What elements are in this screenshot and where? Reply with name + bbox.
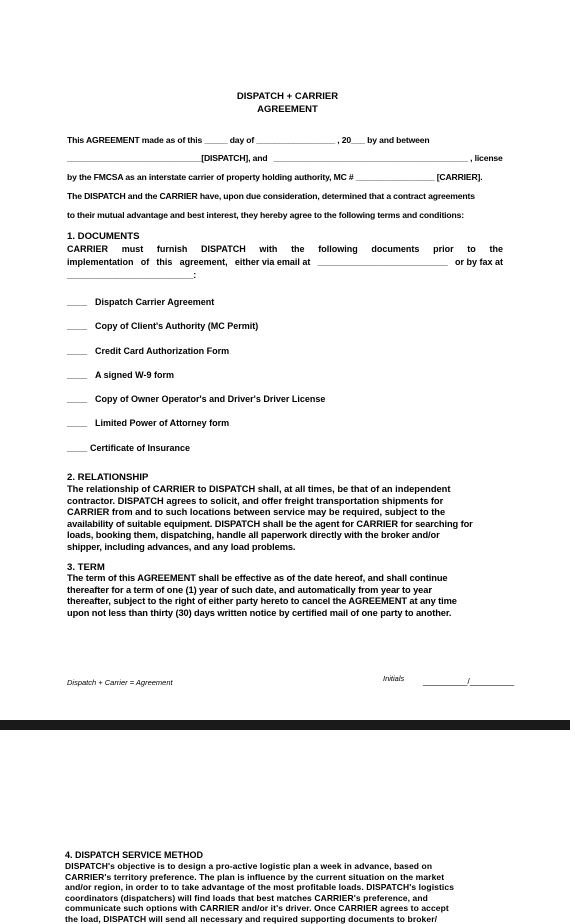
documents-line-2	[67, 257, 503, 267]
paragraph-line: the load, DISPATCH will send all necessary and required supporting documents to broker/	[65, 914, 454, 924]
document-item-label: A signed W-9 form	[95, 370, 174, 380]
intro-line-3: by the FMCSA as an interstate carrier of property holding authority, MC # _________________ [CARRIER].	[67, 172, 482, 182]
paragraph-line: communicate such options with CARRIER and/or it's driver. Once CARRIER agrees to accept	[65, 903, 454, 914]
check-blank: ____	[67, 321, 89, 331]
word: implementation	[67, 257, 134, 267]
paragraph-line: and/or region, in order to to take advantage of the most profitable loads. DISPATCH's logistics	[65, 882, 454, 893]
term-line-4: upon not less than thirty (30) days written notice by certified mail of one party to another.	[67, 608, 451, 620]
section-relationship-heading: 2. RELATIONSHIP	[67, 472, 148, 483]
section-term-heading: 3. TERM	[67, 562, 105, 573]
documents-line-1	[67, 244, 503, 254]
intro-line-5: to their mutual advantage and best interest, they hereby agree to the following terms and conditions:	[67, 210, 464, 220]
document-checklist-item	[67, 443, 190, 453]
check-blank: ____	[67, 418, 89, 428]
document-item-label: Credit Card Authorization Form	[95, 346, 229, 356]
word: the	[489, 244, 503, 254]
document-checklist-item	[67, 346, 229, 356]
relationship-line-5: loads, booking them, dispatching, handle all paperwork directly with the broker and/or	[67, 530, 440, 542]
word: furnish	[157, 244, 188, 254]
intro-line-2	[67, 153, 503, 163]
relationship-line-4: availability of suitable equipment. DISPATCH shall be the agent for CARRIER for searching for	[67, 519, 473, 531]
intro-line-4: The DISPATCH and the CARRIER have, upon due consideration, determined that a contract agreements	[67, 191, 475, 201]
term-line-2: thereafter for a term of one (1) year of such date, and automatically from year to year	[67, 585, 432, 597]
word: of	[141, 257, 150, 267]
document-item-label: Limited Power of Attorney form	[95, 418, 229, 428]
document-title-line-1: DISPATCH + CARRIER	[0, 91, 575, 102]
dispatch-service-paragraph	[65, 861, 454, 924]
intro-line-1: This AGREEMENT made as of this _____ day of _________________ , 20___ by and between	[67, 135, 430, 145]
document-title-line-2: AGREEMENT	[0, 104, 575, 115]
document-checklist-item	[67, 370, 174, 380]
page-divider	[0, 720, 570, 730]
check-blank: ____	[67, 443, 89, 453]
document-item-label: Copy of Client's Authority (MC Permit)	[95, 321, 258, 331]
word: agreement,	[180, 257, 228, 267]
document-checklist-item	[67, 297, 214, 307]
relationship-line-2: contractor. DISPATCH agrees to solicit, and offer freight transportation shipments for	[67, 496, 509, 506]
relationship-line-6: shipper, including advances, and any load problems.	[67, 542, 295, 554]
word: either via email at	[235, 257, 311, 267]
dispatch-party-blank: _____________________________[DISPATCH], and	[67, 153, 267, 163]
word: documents	[371, 244, 419, 254]
word: the	[291, 244, 305, 254]
relationship-line-1: The relationship of CARRIER to DISPATCH shall, at all times, be that of an independent	[67, 484, 509, 494]
paragraph-line: CARRIER's territory preference. The plan is influence by the current situation on the market	[65, 872, 454, 883]
term-line-3: thereafter, subject to the right of either party hereto to cancel the AGREEMENT at any time	[67, 596, 457, 608]
document-item-label: Copy of Owner Operator's and Driver's Driver License	[95, 394, 325, 404]
word: or by fax at	[455, 257, 503, 267]
paragraph-line: DISPATCH's objective is to design a pro-active logistic plan a week in advance, based on	[65, 861, 454, 872]
email-blank: __________________________	[318, 257, 448, 267]
check-blank: ____	[67, 370, 89, 380]
initials-label: Initials	[383, 674, 404, 683]
check-blank: ____	[67, 394, 89, 404]
initials-blank: __________/__________	[423, 677, 514, 686]
word: CARRIER	[67, 244, 108, 254]
term-line-1: The term of this AGREEMENT shall be effective as of the date hereof, and shall continue	[67, 573, 447, 585]
check-blank: ____	[67, 297, 89, 307]
paragraph-line: coordinators (dispatchers) will find loads that best matches CARRIER's preference, and	[65, 893, 454, 904]
word: with	[259, 244, 277, 254]
word: to	[467, 244, 476, 254]
document-checklist-item	[67, 418, 229, 428]
document-item-label: Dispatch Carrier Agreement	[95, 297, 214, 307]
footer-title: Dispatch + Carrier = Agreement	[67, 678, 173, 687]
word: DISPATCH	[201, 244, 246, 254]
fax-blank: __________________________:	[67, 270, 196, 280]
document-item-label: Certificate of Insurance	[90, 443, 190, 453]
relationship-line-3: CARRIER from and to such locations between service may be required, subject to the	[67, 507, 509, 517]
document-checklist-item	[67, 321, 258, 331]
check-blank: ____	[67, 346, 89, 356]
word: must	[122, 244, 144, 254]
carrier-party-blank: __________________________________________ , license	[273, 153, 502, 163]
document-checklist-item	[67, 394, 325, 404]
word: following	[318, 244, 358, 254]
document-page-2	[0, 730, 570, 918]
word: prior	[433, 244, 454, 254]
section-documents-heading: 1. DOCUMENTS	[67, 231, 140, 242]
section-dispatch-service-heading: 4. DISPATCH SERVICE METHOD	[65, 850, 203, 860]
word: this	[156, 257, 172, 267]
